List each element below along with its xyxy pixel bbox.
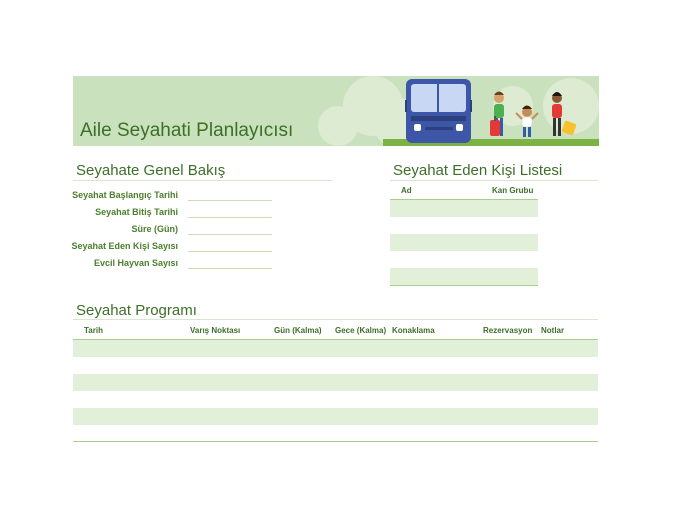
- program-row[interactable]: [73, 408, 598, 425]
- traveler-icon: [490, 92, 504, 137]
- pet-count-field[interactable]: [188, 268, 272, 269]
- program-col-days: Gün (Kalma): [274, 326, 322, 335]
- duration-field[interactable]: [188, 234, 272, 235]
- end-date-label: Seyahat Bitiş Tarihi: [95, 207, 178, 217]
- travelers-row[interactable]: [390, 200, 538, 217]
- traveler-count-label: Seyahat Eden Kişi Sayısı: [71, 241, 178, 251]
- program-row[interactable]: [73, 374, 598, 391]
- overview-section-title: Seyahate Genel Bakış: [76, 162, 226, 179]
- travelers-bottom-line: [390, 285, 538, 286]
- program-section-title: Seyahat Programı: [76, 302, 197, 319]
- end-date-field[interactable]: [188, 217, 272, 218]
- program-divider: [73, 319, 598, 320]
- program-col-destination: Varış Noktası: [190, 326, 241, 335]
- traveler-icon: [552, 92, 577, 136]
- start-date-field[interactable]: [188, 200, 272, 201]
- travelers-col-blood-type: Kan Grubu: [492, 186, 534, 195]
- program-col-lodging: Konaklama: [392, 326, 435, 335]
- program-col-reservation: Rezervasyon: [483, 326, 533, 335]
- program-col-date: Tarih: [84, 326, 103, 335]
- start-date-label: Seyahat Başlangıç Tarihi: [72, 190, 178, 200]
- duration-label: Süre (Gün): [131, 224, 178, 234]
- program-bottom-line: [73, 441, 598, 442]
- travelers-divider: [390, 180, 598, 181]
- overview-divider: [73, 180, 333, 181]
- travelers-col-name: Ad: [401, 186, 412, 195]
- bus-family-illustration: [73, 76, 599, 146]
- header-banner: [73, 76, 599, 146]
- travelers-row[interactable]: [390, 268, 538, 285]
- pet-count-label: Evcil Hayvan Sayısı: [93, 258, 178, 268]
- program-row[interactable]: [73, 340, 598, 357]
- program-col-nights: Gece (Kalma): [335, 326, 387, 335]
- travelers-row[interactable]: [390, 234, 538, 251]
- page-title: Aile Seyahati Planlayıcısı: [80, 120, 294, 141]
- program-col-notes: Notlar: [541, 326, 565, 335]
- bus-icon: [405, 79, 472, 143]
- child-traveler-icon: [516, 106, 538, 138]
- travelers-section-title: Seyahat Eden Kişi Listesi: [393, 162, 563, 179]
- traveler-count-field[interactable]: [188, 251, 272, 252]
